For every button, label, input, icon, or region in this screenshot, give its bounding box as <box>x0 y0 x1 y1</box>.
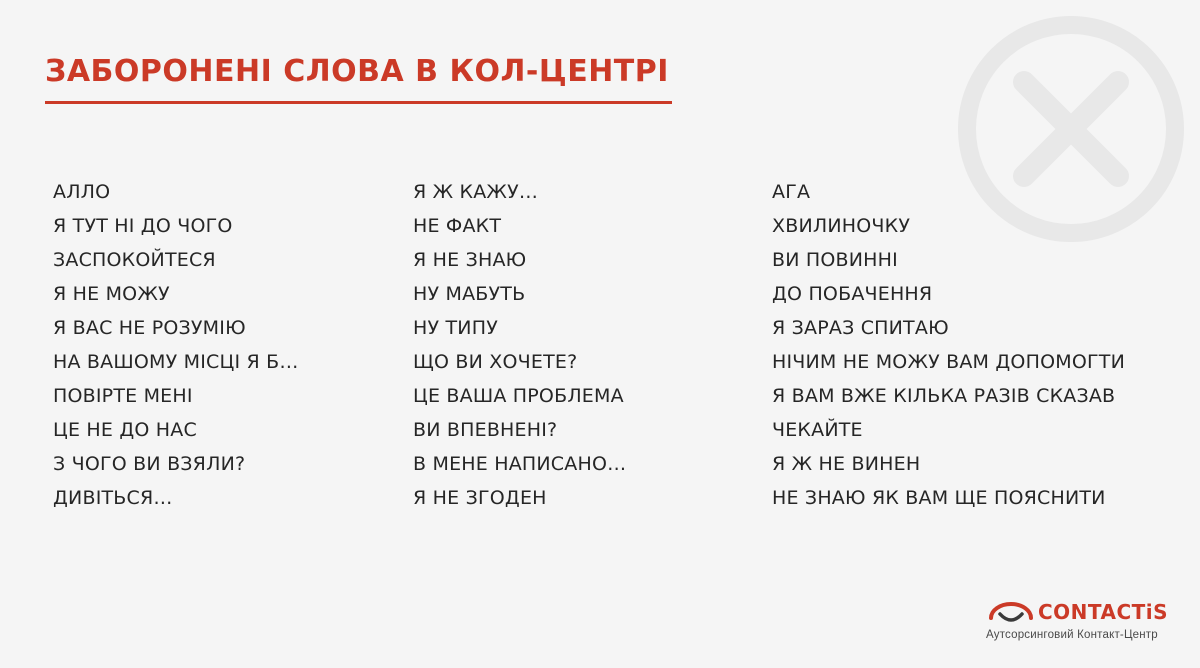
phrase-item: ЧЕКАЙТЕ <box>772 419 863 441</box>
phrase-item: Я НЕ МОЖУ <box>53 283 170 305</box>
phrase-item: Я ВАС НЕ РОЗУМІЮ <box>53 317 246 339</box>
phrase-item: Я ЗАРАЗ СПИТАЮ <box>772 317 949 339</box>
phrase-item: НА ВАШОМУ МІСЦІ Я Б… <box>53 351 299 373</box>
phrase-item: ЗАСПОКОЙТЕСЯ <box>53 249 216 271</box>
phrase-item: В МЕНЕ НАПИСАНО… <box>413 453 627 475</box>
phrase-item: Я Ж КАЖУ… <box>413 181 539 203</box>
phrase-item: Я НЕ ЗНАЮ <box>413 249 527 271</box>
phrase-item: ЩО ВИ ХОЧЕТЕ? <box>413 351 578 373</box>
company-logo <box>986 598 1176 646</box>
phrase-item: АЛЛО <box>53 181 111 203</box>
phrase-column-2 <box>413 175 626 515</box>
phrase-column-1 <box>53 175 299 515</box>
logo-tagline: Аутсорсинговий Контакт-Центр <box>986 629 1158 641</box>
phrase-item: Я ВАМ ВЖЕ КІЛЬКА РАЗІВ СКАЗАВ <box>772 385 1116 407</box>
phrase-item: ПОВІРТЕ МЕНІ <box>53 385 193 407</box>
phrase-item: ВИ ВПЕВНЕНІ? <box>413 419 558 441</box>
phrase-column-3 <box>772 175 1125 515</box>
phrase-item: НУ ТИПУ <box>413 317 498 339</box>
phrase-item: НІЧИМ НЕ МОЖУ ВАМ ДОПОМОГТИ <box>772 351 1125 373</box>
phrase-item: Я Ж НЕ ВИНЕН <box>772 453 921 475</box>
page-title: ЗАБОРОНЕНІ СЛОВА В КОЛ-ЦЕНТРІ <box>45 54 669 89</box>
phrase-item: ВИ ПОВИННІ <box>772 249 898 271</box>
phrase-item: ЦЕ ВАША ПРОБЛЕМА <box>413 385 624 407</box>
phrase-item: НЕ ФАКТ <box>413 215 502 237</box>
phrase-item: НУ МАБУТЬ <box>413 283 526 305</box>
phrase-item: З ЧОГО ВИ ВЗЯЛИ? <box>53 453 246 475</box>
phrase-item: ДИВІТЬСЯ… <box>53 487 173 509</box>
phrase-item: Я ТУТ НІ ДО ЧОГО <box>53 215 233 237</box>
phrase-item: Я НЕ ЗГОДЕН <box>413 487 547 509</box>
phrase-item: ЦЕ НЕ ДО НАС <box>53 419 197 441</box>
phrase-item: НЕ ЗНАЮ ЯК ВАМ ЩЕ ПОЯСНИТИ <box>772 487 1106 509</box>
title-underline <box>45 101 672 104</box>
logo-name: CONTACTiS <box>1038 600 1169 624</box>
headset-arc-icon <box>988 602 1034 624</box>
phrase-item: ХВИЛИНОЧКУ <box>772 215 911 237</box>
phrase-item: АГА <box>772 181 811 203</box>
phrase-item: ДО ПОБАЧЕННЯ <box>772 283 933 305</box>
